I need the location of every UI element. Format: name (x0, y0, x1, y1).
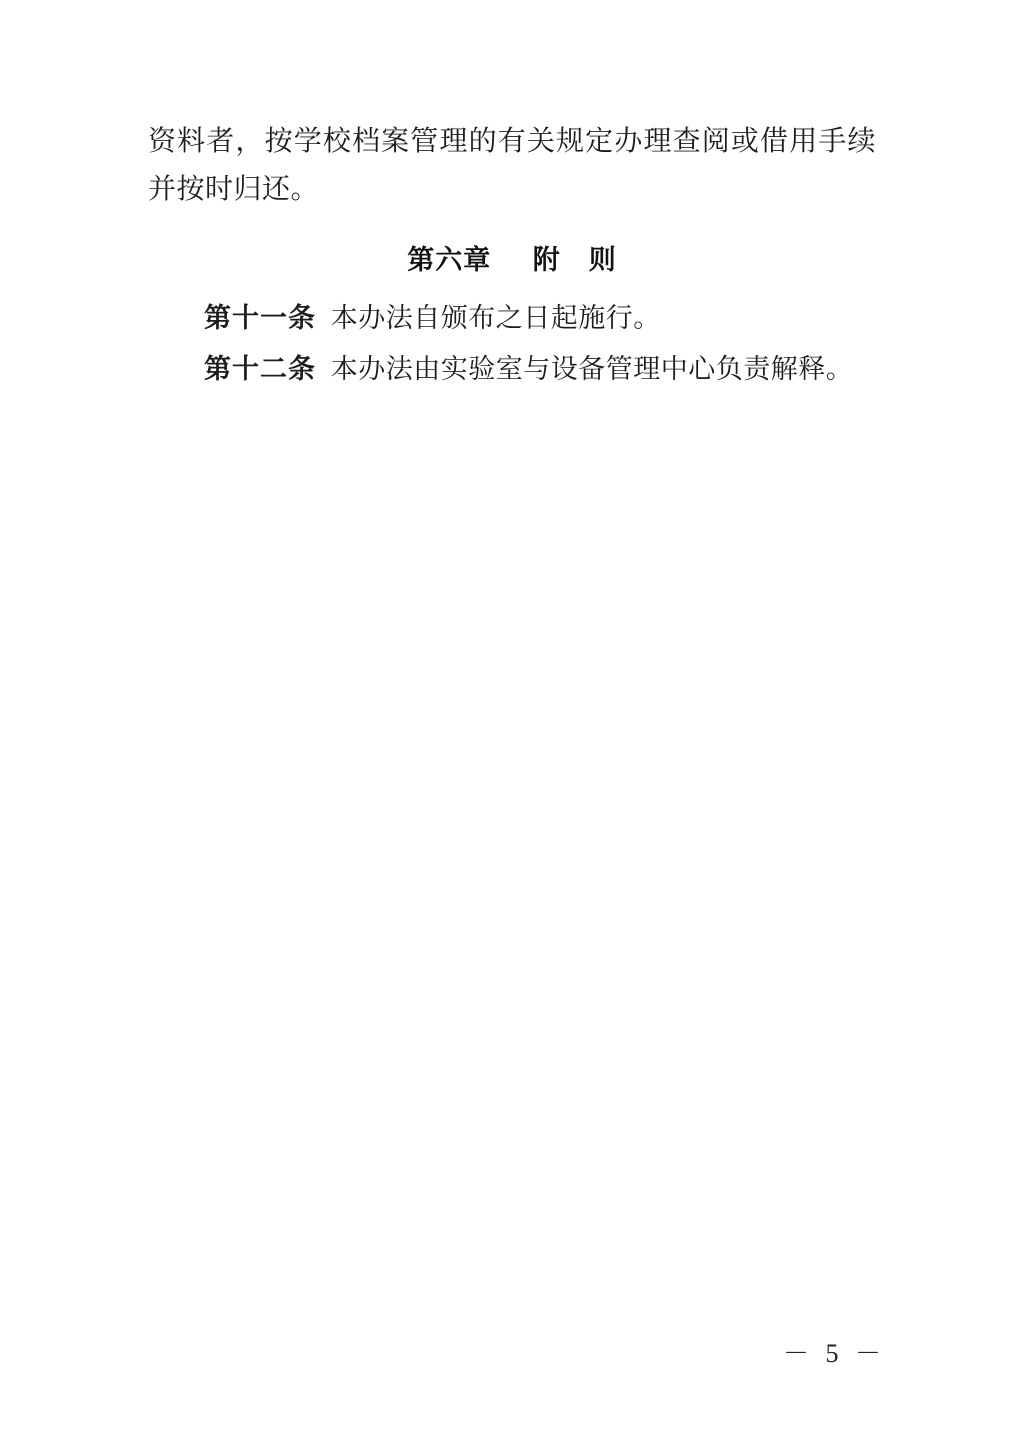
article-label: 第十二条 (204, 353, 316, 384)
article-item (148, 295, 876, 341)
chapter-heading-title: 附 则 (532, 245, 617, 276)
page-content (148, 118, 876, 396)
article-text: 本办法由实验室与设备管理中心负责解释。 (330, 353, 854, 384)
article-label: 第十一条 (204, 303, 316, 334)
page-number: － 5 － (782, 1339, 886, 1368)
continued-paragraph: 资料者，按学校档案管理的有关规定办理查阅或借用手续并按时归还。 (148, 126, 876, 206)
article-item (148, 346, 876, 392)
chapter-heading-number: 第六章 (407, 245, 492, 276)
article-text: 本办法自颁布之日起施行。 (330, 303, 661, 334)
chapter-heading (148, 238, 876, 277)
